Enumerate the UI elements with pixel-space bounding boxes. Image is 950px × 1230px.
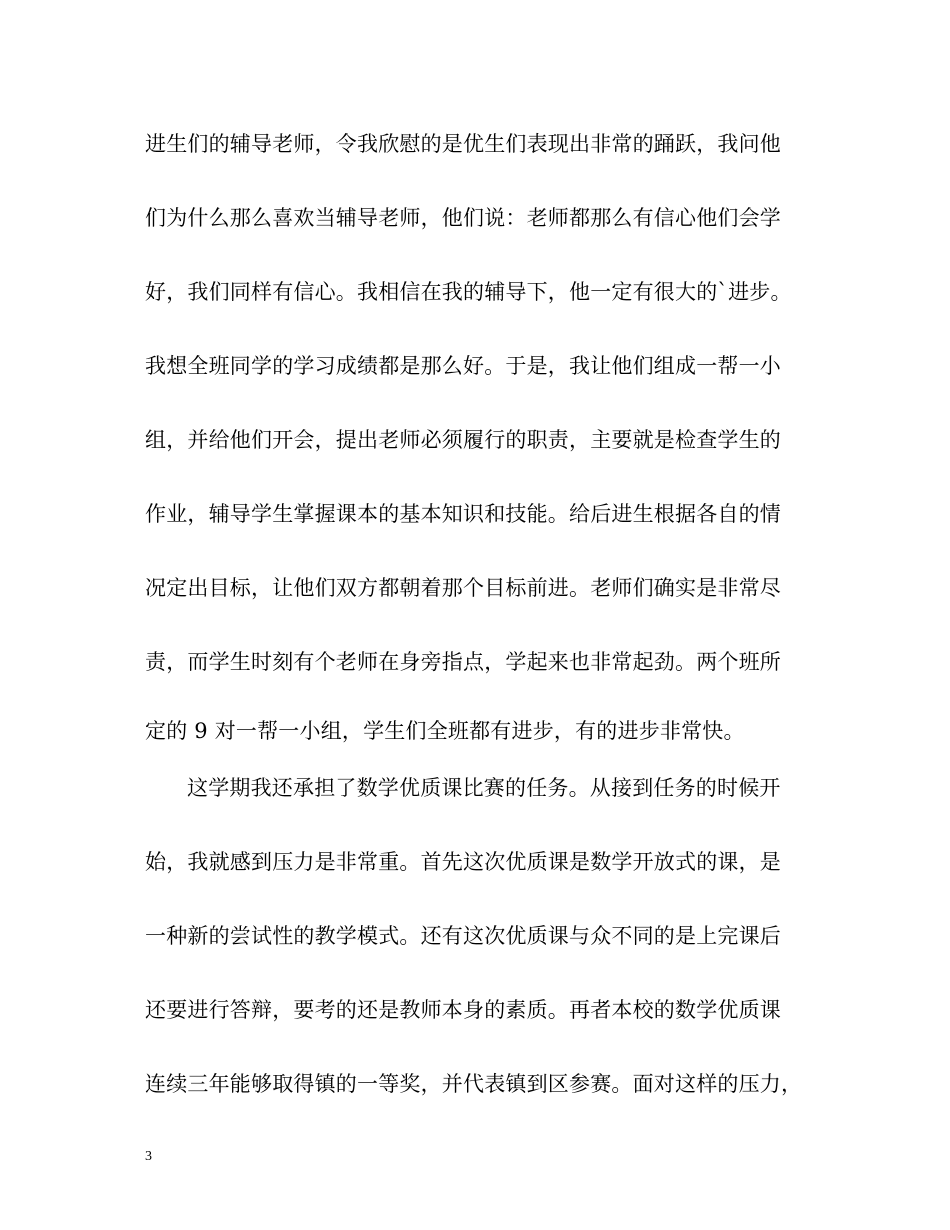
text-line: 好，我们同样有信心。我相信在我的辅导下，他一定有很大的`进步。 [145, 280, 792, 304]
text-line: 还要进行答辩，要考的还是教师本身的素质。再者本校的数学优质课 [145, 998, 781, 1022]
text-line: 责，而学生时刻有个老师在身旁指点，学起来也非常起劲。两个班所 [145, 650, 781, 674]
text-line: 组，并给他们开会，提出老师必须履行的职责，主要就是检查学生的 [145, 428, 781, 452]
text-line: 连续三年能够取得镇的一等奖，并代表镇到区参赛。面对这样的压力， [145, 1072, 803, 1096]
paragraph-first-line: 这学期我还承担了数学优质课比赛的任务。从接到任务的时候开 [187, 776, 781, 800]
text-line: 况定出目标，让他们双方都朝着那个目标前进。老师们确实是非常尽 [145, 576, 781, 600]
text-line: 定的 9 对一帮一小组，学生们全班都有进步，有的进步非常快。 [145, 719, 745, 743]
text-line: 作业，辅导学生掌握课本的基本知识和技能。给后进生根据各自的情 [145, 502, 781, 526]
text-line: 始，我就感到压力是非常重。首先这次优质课是数学开放式的课，是 [145, 850, 781, 874]
text-line: 一种新的尝试性的教学模式。还有这次优质课与众不同的是上完课后 [145, 924, 781, 948]
page-number: 3 [145, 1149, 152, 1164]
text-line: 们为什么那么喜欢当辅导老师，他们说：老师都那么有信心他们会学 [145, 206, 781, 230]
text-line: 进生们的辅导老师，令我欣慰的是优生们表现出非常的踊跃，我问他 [145, 132, 781, 156]
text-line: 我想全班同学的学习成绩都是那么好。于是，我让他们组成一帮一小 [145, 354, 781, 378]
